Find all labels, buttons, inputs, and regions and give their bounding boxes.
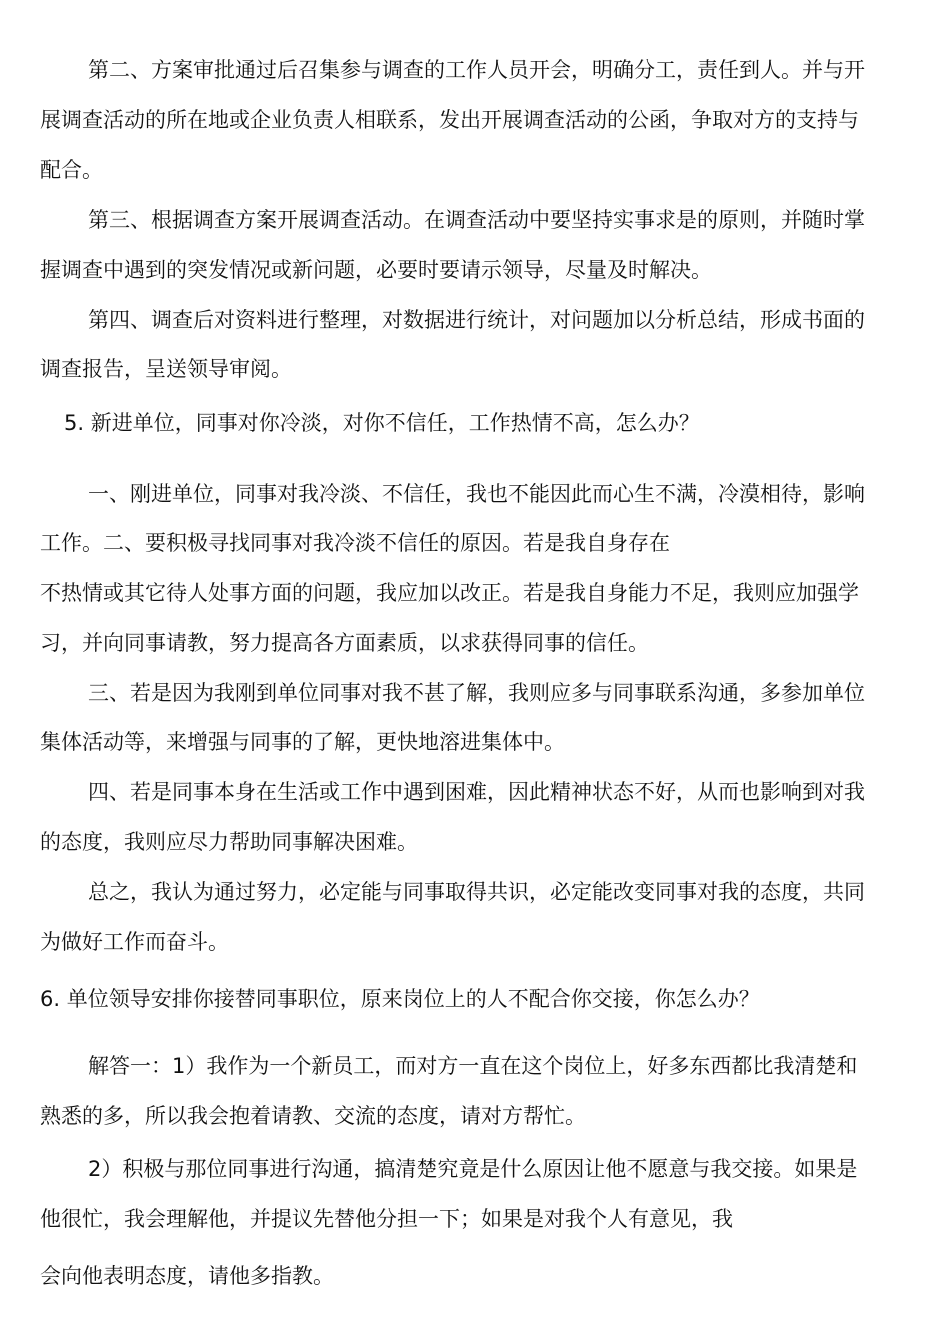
answer-5-point-3-line-2: 集体活动等，来增强与同事的了解，更快地溶进集体中。 xyxy=(40,730,565,754)
paragraph-4-line-1: 第四、调查后对资料进行整理，对数据进行统计，对问题加以分析总结，形成书面的 xyxy=(88,308,865,332)
answer-5-point-4-line-1: 四、若是同事本身在生活或工作中遇到困难，因此精神状态不好，从而也影响到对我 xyxy=(88,780,865,804)
answer-6-line-2: 熟悉的多，所以我会抱着请教、交流的态度，请对方帮忙。 xyxy=(40,1104,586,1128)
answer-5-point-4-line-2: 的态度，我则应尽力帮助同事解决困难。 xyxy=(40,830,418,854)
question-5-heading: 5. 新进单位，同事对你冷淡，对你不信任，工作热情不高，怎么办？ xyxy=(64,411,700,435)
paragraph-3-line-1: 第三、根据调查方案开展调查活动。在调查活动中要坚持实事求是的原则，并随时掌 xyxy=(88,208,865,232)
paragraph-4-line-2: 调查报告，呈送领导审阅。 xyxy=(40,357,292,381)
answer-5-line-3: 不热情或其它待人处事方面的问题，我应加以改正。若是我自身能力不足，我则应加强学 xyxy=(40,581,859,605)
answer-6-point-2-line-1: 2）积极与那位同事进行沟通，搞清楚究竟是什么原因让他不愿意与我交接。如果是 xyxy=(88,1157,858,1181)
answer-5-line-4: 习，并向同事请教，努力提高各方面素质，以求获得同事的信任。 xyxy=(40,631,649,655)
answer-5-line-2: 工作。二、要积极寻找同事对我冷淡不信任的原因。若是我自身存在 xyxy=(40,531,670,555)
answer-5-point-3-line-1: 三、若是因为我刚到单位同事对我不甚了解，我则应多与同事联系沟通，多参加单位 xyxy=(88,681,865,705)
conclusion-line-2: 为做好工作而奋斗。 xyxy=(40,930,229,954)
answer-5-line-1: 一、刚进单位，同事对我冷淡、不信任，我也不能因此而心生不满，冷漠相待，影响 xyxy=(88,482,865,506)
answer-6-point-2-line-2: 他很忙，我会理解他，并提议先替他分担一下；如果是对我个人有意见，我 xyxy=(40,1207,733,1231)
paragraph-2-line-2: 展调查活动的所在地或企业负责人相联系，发出开展调查活动的公函，争取对方的支持与 xyxy=(40,108,859,132)
paragraph-2-line-1: 第二、方案审批通过后召集参与调查的工作人员开会，明确分工，责任到人。并与开 xyxy=(88,58,865,82)
answer-6-point-2-line-3: 会向他表明态度，请他多指教。 xyxy=(40,1264,334,1288)
answer-6-line-1: 解答一：1）我作为一个新员工，而对方一直在这个岗位上，好多东西都比我清楚和 xyxy=(88,1054,858,1078)
question-6-heading: 6. 单位领导安排你接替同事职位，原来岗位上的人不配合你交接，你怎么办？ xyxy=(40,987,760,1011)
conclusion-line-1: 总之，我认为通过努力，必定能与同事取得共识，必定能改变同事对我的态度，共同 xyxy=(88,880,865,904)
paragraph-3-line-2: 握调查中遇到的突发情况或新问题，必要时要请示领导，尽量及时解决。 xyxy=(40,258,712,282)
paragraph-2-line-3: 配合。 xyxy=(40,158,103,182)
